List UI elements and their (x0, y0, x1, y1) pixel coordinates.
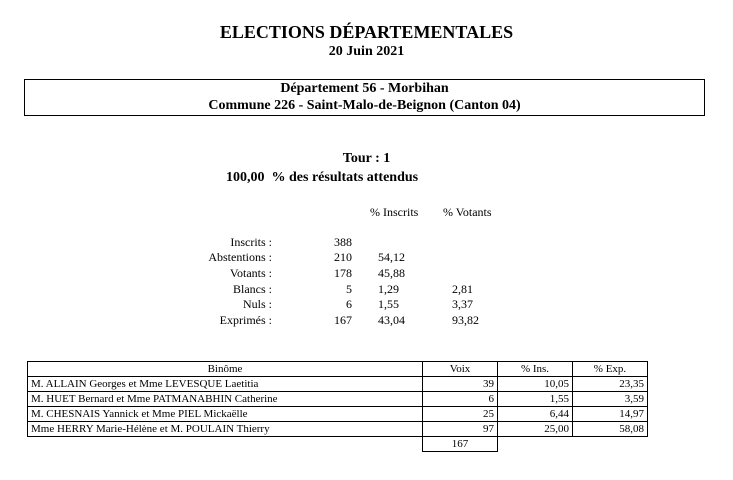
stat-pct-inscrits: 1,29 (378, 282, 399, 296)
cell-binome: Mme HERRY Marie-Hélène et M. POULAIN Thierry (28, 422, 423, 437)
stat-label: Blancs : (233, 282, 272, 296)
cell-pct-ins: 25,00 (498, 422, 573, 437)
stat-pct-inscrits: 54,12 (378, 250, 405, 264)
header-pct-ins: % Ins. (498, 362, 573, 377)
stat-label: Votants : (229, 266, 272, 280)
departement-label: Département 56 - Morbihan (280, 81, 449, 96)
stat-pct-inscrits: 43,04 (378, 313, 405, 327)
table-row (28, 392, 648, 407)
stat-pct-votants: 2,81 (452, 282, 473, 296)
stat-label: Abstentions : (208, 250, 272, 264)
commune-label: Commune 226 - Saint-Malo-de-Beignon (Canton 04) (208, 98, 521, 113)
stat-label: Nuls : (242, 297, 272, 311)
stat-value: 210 (334, 250, 352, 264)
stat-pct-inscrits: 1,55 (378, 297, 399, 311)
cell-binome: M. ALLAIN Georges et Mme LEVESQUE Laetitia (28, 377, 423, 392)
cell-voix: 6 (423, 392, 498, 407)
stat-label: Exprimés : (219, 313, 272, 327)
stat-value: 5 (346, 282, 352, 296)
cell-binome: M. CHESNAIS Yannick et Mme PIEL Mickaëlle (28, 407, 423, 422)
header-pct-exp: % Exp. (573, 362, 648, 377)
total-spacer (498, 437, 573, 452)
header-voix: Voix (423, 362, 498, 377)
stat-value: 167 (334, 313, 352, 327)
cell-pct-exp: 3,59 (573, 392, 648, 407)
results-table (27, 361, 648, 452)
stat-label: Inscrits : (230, 235, 272, 249)
stat-pct-votants: 93,82 (452, 313, 479, 327)
cell-binome: M. HUET Bernard et Mme PATMANABHIN Catherine (28, 392, 423, 407)
stat-value: 178 (334, 266, 352, 280)
location-box (24, 79, 705, 116)
document-title: ELECTIONS DÉPARTEMENTALES (219, 22, 514, 42)
cell-voix: 39 (423, 377, 498, 392)
total-spacer (28, 437, 423, 452)
stat-value: 6 (346, 297, 352, 311)
stat-pct-votants: 3,37 (452, 297, 473, 311)
cell-pct-exp: 58,08 (573, 422, 648, 437)
cell-voix: 25 (423, 407, 498, 422)
table-row (28, 377, 648, 392)
cell-pct-ins: 6,44 (498, 407, 573, 422)
col-header-pct-votants: % Votants (443, 205, 492, 219)
table-row (28, 407, 648, 422)
election-date: 20 Juin 2021 (328, 44, 405, 59)
cell-pct-ins: 1,55 (498, 392, 573, 407)
cell-voix: 97 (423, 422, 498, 437)
total-row (28, 437, 648, 452)
total-spacer (573, 437, 648, 452)
tour-label: Tour : 1 (342, 151, 391, 166)
total-voix: 167 (423, 437, 498, 452)
cell-pct-exp: 14,97 (573, 407, 648, 422)
table-row (28, 422, 648, 437)
stat-value: 388 (334, 235, 352, 249)
results-expected-label: 100,00 % des résultats attendus (226, 170, 419, 185)
table-header-row (28, 362, 648, 377)
cell-pct-ins: 10,05 (498, 377, 573, 392)
col-header-pct-inscrits: % Inscrits (370, 205, 419, 219)
header-binome: Binôme (28, 362, 423, 377)
cell-pct-exp: 23,35 (573, 377, 648, 392)
stat-pct-inscrits: 45,88 (378, 266, 405, 280)
